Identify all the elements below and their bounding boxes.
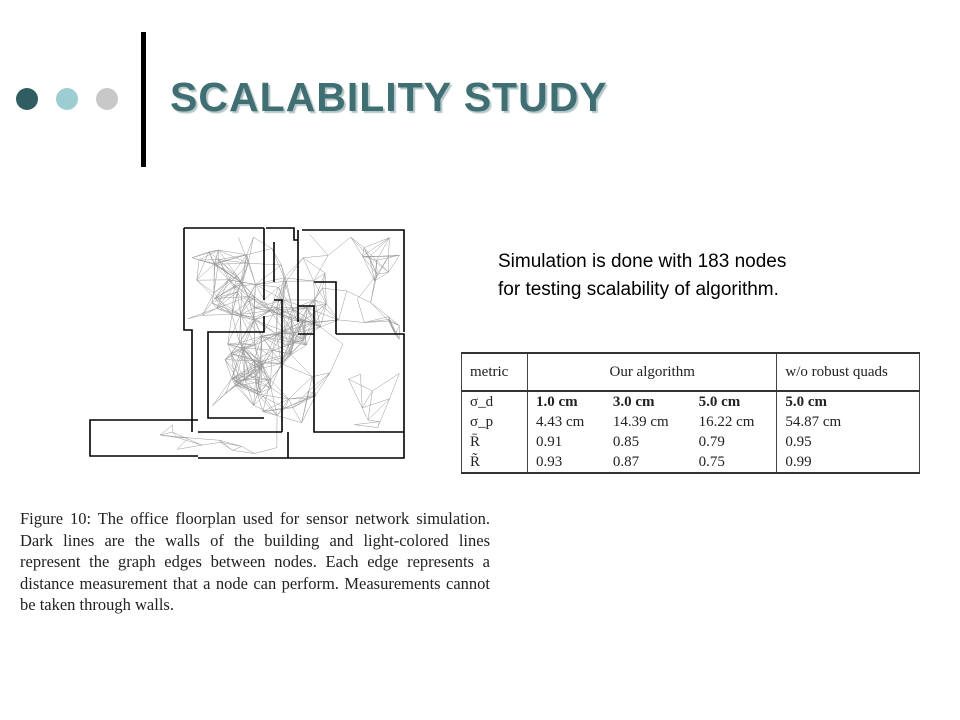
graph-edge — [371, 303, 389, 322]
graph-edge — [369, 238, 389, 257]
table-row — [462, 391, 920, 412]
table-cell: 0.75 — [691, 452, 777, 473]
graph-edge — [368, 420, 380, 422]
graph-edge — [320, 327, 343, 344]
graph-edge — [218, 250, 219, 260]
graph-edge — [347, 291, 371, 303]
table-cell: 0.95 — [777, 432, 920, 452]
graph-edge — [197, 264, 215, 281]
graph-edge — [217, 280, 229, 309]
table-cell: 16.22 cm — [698, 414, 755, 430]
graph-edge — [310, 234, 329, 255]
table-cell: 4.43 cm — [528, 412, 605, 432]
graph-edge — [202, 442, 221, 445]
graph-edge — [361, 374, 363, 408]
graph-edge — [388, 238, 389, 257]
graph-edge — [293, 395, 316, 407]
graph-edge — [389, 317, 400, 340]
graph-edge — [368, 391, 372, 420]
graph-edge — [220, 440, 242, 446]
graph-edge — [286, 258, 303, 281]
graph-edge — [256, 284, 279, 287]
graph-edge — [215, 280, 229, 299]
graph-edge — [363, 248, 365, 256]
graph-edge — [378, 399, 390, 428]
table-cell: 0.93 — [528, 452, 605, 473]
metric-label: R̄ — [462, 432, 528, 452]
table-cell: 3.0 cm — [612, 394, 655, 410]
graph-edge — [315, 273, 325, 300]
graph-edge — [323, 288, 347, 291]
table-header-row — [462, 353, 920, 391]
results-table-container — [461, 352, 920, 477]
slide-title: SCALABILITY STUDY — [170, 74, 608, 120]
graph-edge — [240, 315, 241, 343]
graph-edge — [202, 308, 217, 315]
table-cell: 54.87 cm — [777, 412, 920, 432]
figure-caption: Figure 10: The office floorplan used for sensor network simulation. Dark lines are the walls of the building and light-colored lines represent the graph edges between nodes. Each edge represents a distance measurement that a node can perform. Measurements cannot be taken through walls. — [20, 509, 490, 614]
graph-edge — [308, 373, 331, 398]
graph-edge — [349, 379, 363, 408]
graph-edge — [308, 377, 313, 398]
table-cell: 5.0 cm — [698, 394, 741, 410]
graph-edge — [389, 255, 400, 272]
graph-edge — [316, 373, 330, 396]
graph-edge — [377, 257, 388, 275]
graph-edge — [248, 237, 253, 263]
description-line-1: Simulation is done with 183 nodes — [498, 251, 787, 272]
graph-edge — [228, 344, 231, 353]
graph-edge — [237, 292, 240, 315]
graph-edge — [289, 377, 313, 399]
graph-edge — [286, 281, 292, 308]
graph-edge — [390, 373, 400, 398]
graph-edge — [247, 237, 254, 255]
graph-edge — [197, 280, 215, 298]
graph-edge — [253, 237, 272, 248]
graph-edge — [349, 374, 361, 379]
decoration-dot-teal — [56, 88, 78, 110]
graph-edge — [254, 314, 277, 320]
graph-edge — [314, 255, 329, 281]
graph-edge — [308, 373, 330, 391]
graph-edge — [281, 364, 312, 377]
graph-edge — [192, 258, 214, 265]
header-metric: metric — [462, 353, 528, 391]
graph-edge — [339, 320, 365, 323]
graph-edge — [357, 299, 364, 322]
graph-edge — [255, 448, 277, 454]
metric-label: R̃ — [462, 452, 528, 473]
table-cell: 14.39 cm — [612, 414, 669, 430]
graph-edge — [202, 293, 214, 315]
graph-edge — [271, 364, 281, 389]
table-row — [462, 432, 920, 452]
table-cell: 5.0 cm — [777, 391, 920, 412]
graph-edge — [219, 260, 229, 280]
graph-edge — [291, 345, 306, 355]
graph-edge — [225, 360, 232, 379]
graph-edge — [323, 273, 326, 288]
graph-edge — [242, 320, 255, 348]
graph-edge — [214, 263, 248, 264]
table-cell: 0.79 — [698, 434, 725, 450]
simulation-description — [498, 248, 898, 304]
graph-edge — [254, 311, 270, 320]
graph-edge — [354, 422, 379, 425]
graph-edge — [371, 303, 389, 317]
table-cell: 0.91 — [528, 432, 605, 452]
graph-edge — [233, 446, 242, 450]
graph-edge — [213, 378, 232, 405]
graph-edge — [217, 308, 241, 314]
graph-edge — [377, 238, 390, 261]
graph-edge — [362, 408, 368, 420]
graph-edge — [256, 281, 287, 284]
graph-edge — [351, 237, 364, 248]
graph-edge — [395, 326, 399, 335]
graph-edge — [303, 255, 328, 257]
graph-edge — [248, 263, 281, 265]
graph-edge — [237, 276, 248, 297]
decoration-dot-dark — [16, 88, 38, 110]
graph-edge — [354, 425, 378, 428]
graph-edge — [351, 237, 363, 256]
graph-edge — [377, 260, 389, 272]
graph-edge — [202, 314, 232, 315]
graph-edge — [362, 399, 389, 408]
graph-edge — [271, 350, 273, 379]
graph-edge — [188, 308, 217, 318]
graph-edge — [236, 382, 254, 406]
results-table — [461, 352, 920, 474]
graph-edge — [202, 303, 212, 316]
graph-edge — [257, 394, 277, 416]
decoration-dot-grey — [96, 88, 118, 110]
graph-edge — [328, 237, 351, 255]
graph-edge — [284, 258, 303, 278]
header-our-algorithm: Our algorithm — [528, 353, 777, 391]
metric-label: σ_d — [462, 391, 528, 412]
header-without-robust-quads: w/o robust quads — [777, 353, 920, 391]
graph-edge — [330, 344, 343, 373]
graph-edge — [218, 250, 247, 255]
metric-label: σ_p — [462, 412, 528, 432]
graph-edge — [291, 355, 312, 377]
table-cell: 0.99 — [777, 452, 920, 473]
graph-edge — [339, 291, 347, 320]
table-cell: 0.87 — [605, 452, 691, 473]
graph-edge — [349, 379, 373, 391]
graph-edge — [248, 263, 255, 284]
title-divider — [141, 32, 146, 167]
graph-edge — [213, 393, 226, 405]
table-cell: 1.0 cm — [528, 391, 605, 412]
graph-edge — [372, 373, 399, 391]
title-decoration-dots — [16, 88, 126, 112]
office-floorplan-figure — [88, 222, 418, 462]
table-row — [462, 452, 920, 473]
table-row — [462, 412, 920, 432]
graph-edge — [188, 438, 219, 441]
graph-edge — [236, 382, 258, 394]
graph-edge — [188, 315, 202, 318]
graph-edge — [197, 280, 214, 293]
description-line-2: for testing scalability of algorithm. — [498, 279, 779, 300]
graph-edge — [228, 343, 240, 344]
graph-edge — [314, 281, 315, 300]
graph-edge — [368, 399, 390, 420]
graph-edge — [302, 391, 309, 423]
table-cell: 0.85 — [612, 434, 640, 450]
